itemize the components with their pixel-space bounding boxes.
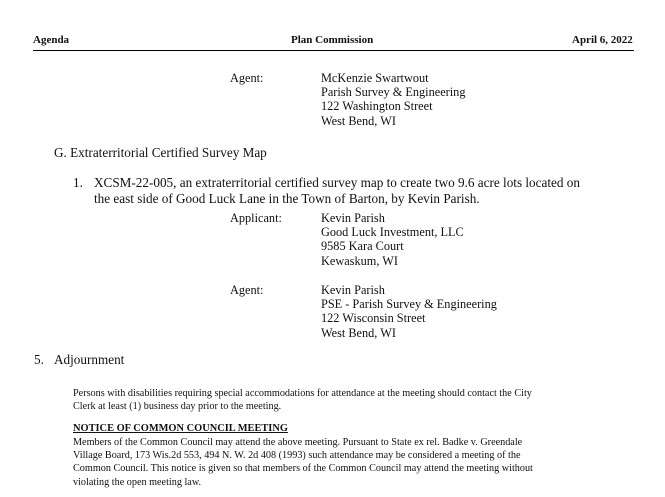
header-doc-type: Agenda (33, 34, 70, 46)
applicant-label: Applicant: (230, 211, 282, 225)
notice-line: Village Board, 173 Wis.2d 553, 494 N. W. 2d 408 (1993) such attendance may be considered a meeting of the (73, 450, 521, 462)
address-line: PSE - Parish Survey & Engineering (321, 297, 497, 312)
header-date: April 6, 2022 (572, 34, 633, 46)
item-number: 1. (73, 175, 83, 190)
top-agent-label: Agent: (230, 71, 264, 85)
top-agent-address (321, 71, 465, 128)
item-line: the east side of Good Luck Lane in the Town of Barton, by Kevin Parish. (94, 190, 480, 206)
header-meeting-name: Plan Commission (291, 34, 374, 46)
address-line: West Bend, WI (321, 325, 396, 340)
item-description (94, 175, 580, 206)
address-line: 122 Wisconsin Street (321, 311, 426, 326)
adjournment-number: 5. (34, 352, 44, 367)
notice-line: Persons with disabilities requiring special accommodations for attendance at the meeting should contact the City (73, 388, 532, 399)
council-notice-title: NOTICE OF COMMON COUNCIL MEETING (73, 423, 288, 434)
notice-line: Clerk at least (1) business day prior to the meeting. (73, 401, 282, 413)
applicant-address (321, 211, 464, 268)
address-line: McKenzie Swartwout (321, 71, 429, 85)
address-line: Parish Survey & Engineering (321, 85, 466, 100)
agent-label: Agent: (230, 283, 264, 297)
notice-line: Common Council. This notice is given so that members of the Common Council may attend the meeting without (73, 463, 533, 475)
header-rule (33, 50, 634, 51)
address-line: 122 Washington Street (321, 99, 433, 114)
agent-address (321, 283, 497, 340)
council-notice-body (73, 436, 533, 489)
item-line: XCSM-22-005, an extraterritorial certified survey map to create two 9.6 acre lots located on (94, 175, 580, 190)
address-line: Kewaskum, WI (321, 253, 398, 268)
adjournment-heading: Adjournment (54, 352, 125, 367)
notice-line: Members of the Common Council may attend the above meeting. Pursuant to State ex rel. Badke v. Greendale (73, 437, 523, 448)
address-line: Kevin Parish (321, 283, 385, 297)
section-g-title: G. Extraterritorial Certified Survey Map (54, 145, 267, 160)
address-line: Kevin Parish (321, 211, 385, 225)
address-line: 9585 Kara Court (321, 239, 404, 254)
address-line: Good Luck Investment, LLC (321, 225, 464, 240)
notice-line: violating the open meeting law. (73, 476, 202, 488)
accessibility-notice (73, 387, 532, 413)
address-line: West Bend, WI (321, 113, 396, 128)
